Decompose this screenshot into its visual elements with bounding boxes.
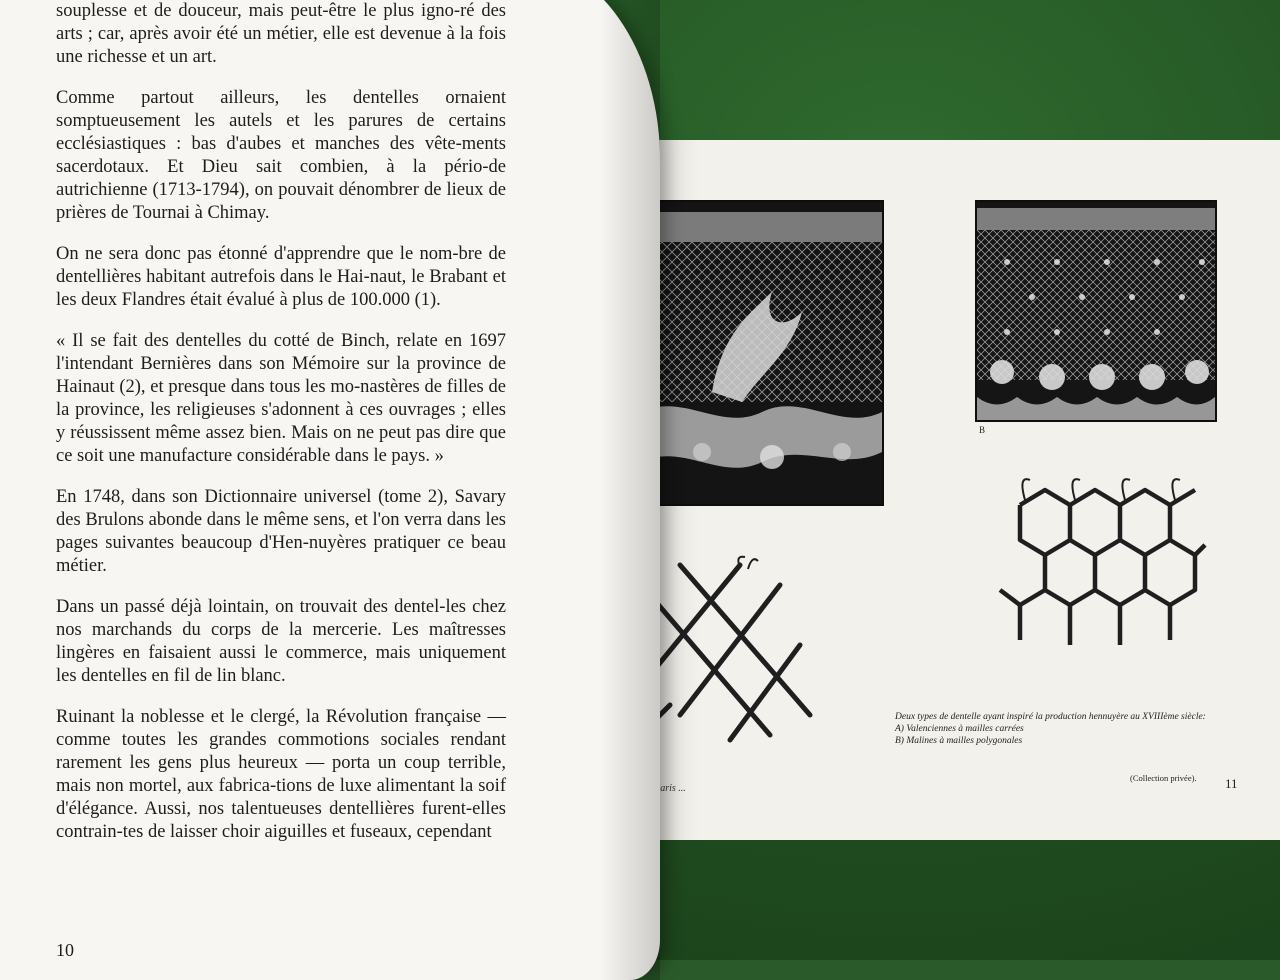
figure-caption — [895, 711, 1255, 747]
caption-line-1: Deux types de dentelle ayant inspiré la production hennuyère au XVIIIème siècle: — [895, 712, 1206, 722]
lace-pattern-b — [977, 202, 1215, 420]
paragraph: Dans un passé déjà lointain, on trouvait des dentel-les chez nos marchands du corps de la mercerie. Les maîtresses lingères en faisaient aussi le commerce, mais uniquement les dentelles en fil de lin blanc. — [56, 597, 506, 686]
page-number-left: 10 — [56, 940, 74, 960]
paragraph: Comme partout ailleurs, les dentelles ornaient somptueusement les autels et les parures de certains ecclésiastiques : bas d'aubes et manches des vête-ments sacerdotaux. Et Dieu sait combien, à la pério-de autrichienne (1713-1794), on pouvait dénombrer de lieux de prières de Tournai à Chimay. — [56, 88, 506, 223]
page-number-right: 11 — [1225, 776, 1238, 791]
caption-line-3: B) Malines à mailles polygonales — [895, 736, 1023, 746]
lace-photo-valenciennes — [640, 200, 884, 506]
paragraph: On ne sera donc pas étonné d'apprendre que le nom-bre de dentellières habitant autrefois dans le Hai-naut, le Brabant et les deux Flandres était évalué à plus de 100.000 (1). — [56, 244, 506, 310]
paragraph: souplesse et de douceur, mais peut-être le plus igno-ré des arts ; car, après avoir été un métier, elle est devenue à la fois une richesse et un art. — [56, 1, 506, 67]
lace-pattern-a — [642, 202, 882, 504]
collection-credit: (Collection privée). — [1130, 773, 1197, 783]
lace-photo-malines — [975, 200, 1217, 422]
paragraph: Ruinant la noblesse et le clergé, la Révolution française — comme toutes les grandes commotions sociales rendant rarement les gens plus heureux — porta un coup terrible, mais non mortel, aux fabrica-tions de luxe alimentant la soif d'élégance. Aussi, nos talentueuses dentellières furent-elles contrain-tes de laisser choir aiguilles et fuseaux, cependant — [56, 707, 506, 842]
square-mesh-diagram — [640, 555, 815, 750]
left-page-body — [56, 0, 506, 862]
paragraph: « Il se fait des dentelles du cotté de Binch, relate en 1697 l'intendant Bernières dans son Mémoire sur la province de Hainaut (2), et presque dans tous les mo-nastères de filles de la province, les religieuses s'adonnent à ces ouvrages ; elles y réussissent même assez bien. Mais on ne peut pas dire que ce soit une manufacture considérable dans le pays. » — [56, 331, 506, 466]
paragraph: En 1748, dans son Dictionnaire universel (tome 2), Savary des Brulons abonde dans le même sens, et l'on verra dans les pages suivantes beaucoup d'Hen-nuyères pratiquer ce beau métier. — [56, 487, 506, 576]
polygonal-mesh-diagram — [990, 455, 1220, 665]
photo-b-label: B — [979, 425, 986, 435]
page-curl-shadow — [600, 0, 660, 980]
caption-line-2: A) Valenciennes à mailles carrées — [895, 724, 1024, 734]
